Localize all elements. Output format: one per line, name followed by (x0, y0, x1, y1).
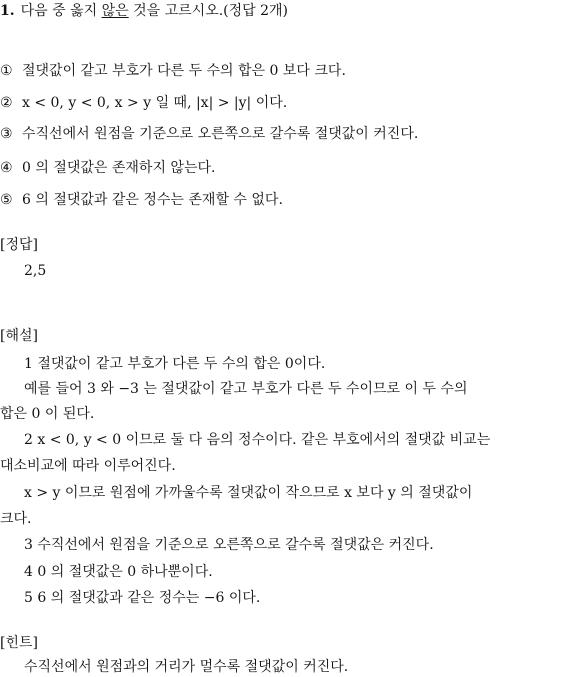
question-text-after: 것을 고르시오.(정답 2개) (128, 3, 289, 19)
option-5 (0, 193, 283, 207)
answer-value: 2,5 (24, 263, 47, 279)
answer-heading: [정답] (0, 237, 38, 253)
question-underlined-word: 않은 (101, 3, 129, 19)
explanation-line: 합은 0 이 된다. (0, 406, 95, 422)
option-marker: ① (0, 63, 13, 79)
question-number: 1. (0, 3, 15, 19)
option-text: 절댓값이 같고 부호가 다른 두 수의 합은 0 보다 크다. (22, 63, 346, 79)
option-3 (0, 127, 418, 141)
explanation-line: 3 수직선에서 원점을 기준으로 오른쪽으로 갈수록 절댓값은 커진다. (24, 537, 434, 553)
option-marker: ⑤ (0, 192, 13, 208)
option-text: 수직선에서 원점을 기준으로 오른쪽으로 갈수록 절댓값이 커진다. (22, 126, 419, 142)
question-text-before: 다음 중 옳지 (20, 3, 102, 19)
question-line (0, 4, 288, 18)
explanation-line: 크다. (0, 511, 32, 527)
explanation-line: 1 절댓값이 같고 부호가 다른 두 수의 합은 0이다. (24, 356, 326, 372)
option-marker: ④ (0, 160, 13, 176)
hint-heading: [힌트] (0, 635, 38, 651)
option-4 (0, 161, 215, 175)
explanation-line: 예를 들어 3 와 −3 는 절댓값이 같고 부호가 다른 두 수이므로 이 두 수의 (24, 381, 468, 397)
explanation-line: 5 6 의 절댓값과 같은 정수는 −6 이다. (24, 590, 261, 606)
explanation-heading: [해설] (0, 328, 38, 344)
explanation-line: x > y 이므로 원점에 가까울수록 절댓값이 작으므로 x 보다 y 의 절댓값이 (24, 485, 473, 501)
hint-text: 수직선에서 원점과의 거리가 멀수록 절댓값이 커진다. (24, 659, 349, 675)
option-marker: ③ (0, 126, 13, 142)
option-text: 0 의 절댓값은 존재하지 않는다. (22, 160, 216, 176)
option-text: 6 의 절댓값과 같은 정수는 존재할 수 없다. (22, 192, 283, 208)
option-marker: ② (0, 95, 13, 111)
option-2 (0, 96, 287, 110)
option-text: x < 0, y < 0, x > y 일 때, |x| > |y| 이다. (22, 95, 288, 111)
explanation-line: 4 0 의 절댓값은 0 하나뿐이다. (24, 564, 213, 580)
option-1 (0, 64, 346, 78)
explanation-line: 대소비교에 따라 이루어진다. (0, 458, 176, 474)
explanation-line: 2 x < 0, y < 0 이므로 둘 다 음의 정수이다. 같은 부호에서의 절댓값 비교는 (24, 432, 491, 448)
